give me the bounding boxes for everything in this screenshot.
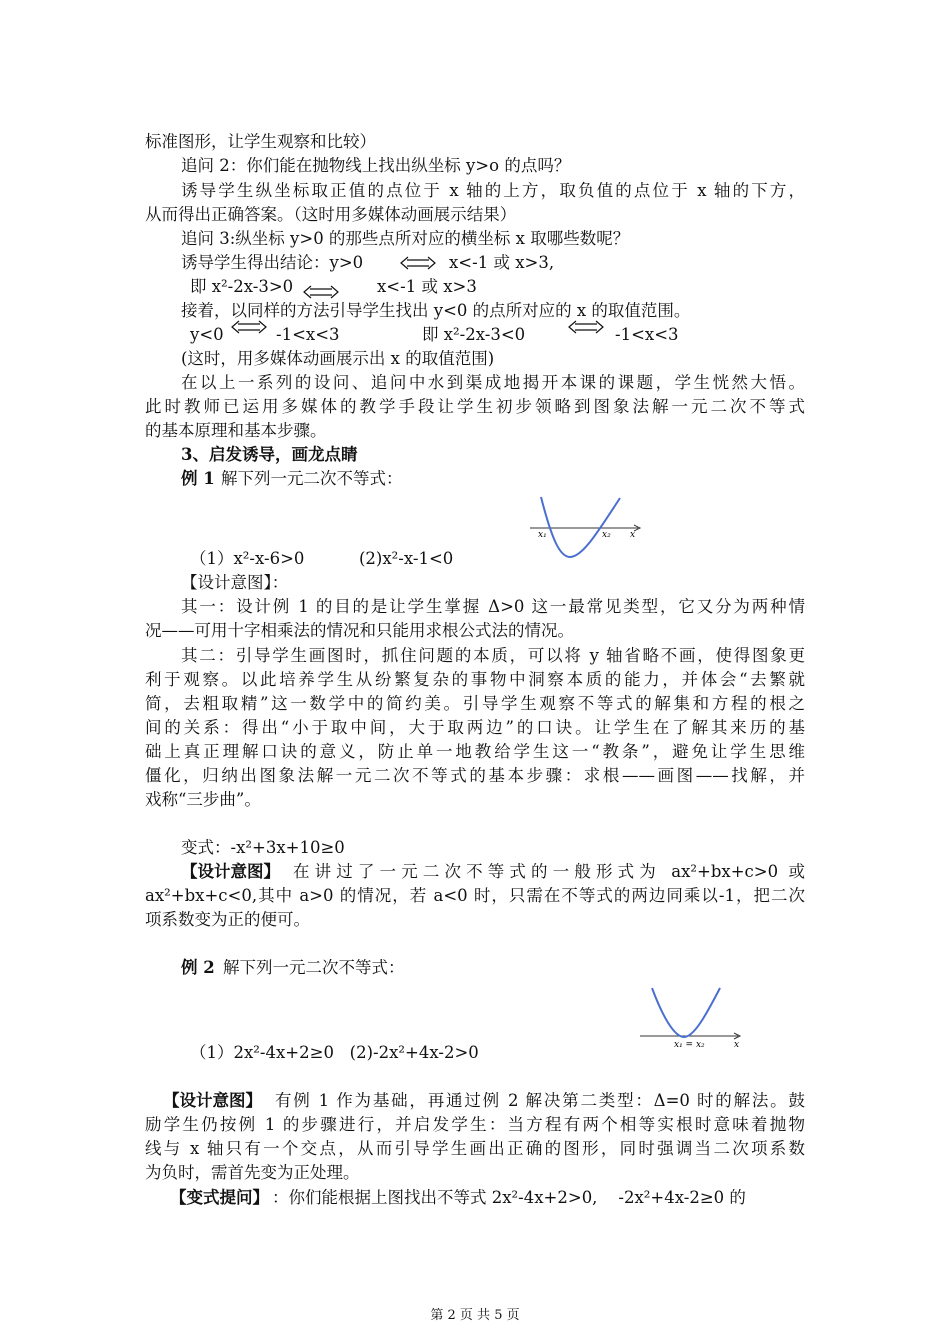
text-line: 此时教师已运用多媒体的教学手段让学生初步领略到图象法解一元二次不等式: [145, 397, 805, 416]
example-1-problems: [190, 547, 550, 571]
text-line: 其一：设计例 1 的目的是让学生掌握 Δ>0 这一最常见类型，它又分为两种情: [181, 597, 805, 616]
text-line: 的基本原理和基本步骤。: [145, 421, 327, 440]
example-label: 例 2: [181, 958, 215, 977]
text-segment: -1<x<3: [615, 325, 679, 344]
text-segment: 有例 1 作为基础，再通过例 2 解决第二类型：Δ=0 时的解法。鼓: [275, 1091, 805, 1110]
axis-label: x: [734, 1040, 740, 1050]
text-line: 为负时，需首先变为正处理。: [145, 1163, 360, 1182]
text-line: 诱导学生纵坐标取正值的点位于 x 轴的上方，取负值的点位于 x 轴的下方，: [181, 181, 805, 200]
text-line: 戏称“三步曲”。: [145, 790, 261, 809]
variant-problem: 变式：-x²+3x+10≥0: [181, 838, 345, 857]
root-label: x₂: [602, 530, 611, 540]
text-line: 追问 3:纵坐标 y>0 的那些点所对应的横坐标 x 取哪些数呢？: [181, 229, 630, 248]
text-segment: 解下列一元二次不等式：: [221, 469, 403, 488]
text-segment: 即 x²-2x-3>0: [190, 277, 294, 296]
conclusion-line: [190, 275, 805, 299]
text-line: (这时，用多媒体动画展示出 x 的取值范围): [181, 349, 495, 368]
problem-text: （1）x²-x-6>0: [190, 549, 305, 568]
text-line: 励学生仍按例 1 的步骤进行，并启发学生：当方程有两个相等实根时意味着抛物: [145, 1115, 805, 1134]
text-line: 其二：引导学生画图时，抓住问题的本质，可以将 y 轴省略不画，使得图象更: [181, 646, 805, 665]
variant-question-label: 【变式提问】: [170, 1188, 269, 1207]
example-1-heading: [181, 467, 805, 491]
section-heading: 3、启发诱导，画龙点睛: [181, 445, 358, 464]
design-intent-line: [163, 1089, 805, 1113]
text-segment: 诱导学生得出结论：y>0: [181, 253, 364, 272]
text-line: ax²+bx+c<0,其中 a>0 的情况，若 a<0 时，只需在不等式的两边同乘以-1，把二次: [145, 886, 805, 905]
double-arrow-icon: [230, 320, 268, 334]
design-intent-label: 【设计意图】：: [181, 573, 289, 592]
text-line: 况——可用十字相乘法的情况和只能用求根公式法的情况。: [145, 621, 574, 640]
text-segment: 即 x²-2x-3<0: [422, 325, 526, 344]
text-line: 标准图形，让学生观察和比较）: [145, 132, 376, 151]
text-line: 僵化，归纳出图象法解一元二次不等式的基本步骤：求根——画图——找解，并: [145, 766, 805, 785]
text-segment: y<0: [190, 325, 224, 344]
design-intent-line: [181, 860, 805, 884]
root-label: x₁ = x₂: [674, 1040, 705, 1050]
problem-text: (2)x²-x-1<0: [359, 549, 454, 568]
text-line: 简，去粗取精”这一数学中的简约美。引导学生观察不等式的解集和方程的根之: [145, 694, 805, 713]
text-line: 从而得出正确答案。（这时用多媒体动画展示结果）: [145, 205, 517, 224]
conclusion-line: [181, 251, 805, 275]
page-footer: 第 2 页 共 5 页: [430, 1308, 520, 1323]
text-segment: 在讲过了一元二次不等式的一般形式为 ax²+bx+c>0 或: [293, 862, 805, 881]
text-line: 接着，以同样的方法引导学生找出 y<0 的点所对应的 x 的取值范围。: [181, 301, 691, 320]
text-line: 追问 2：你们能在抛物线上找出纵坐标 y>o 的点吗？: [181, 156, 571, 175]
text-line: 线与 x 轴只有一个交点，从而引导学生画出正确的图形，同时强调当二次项系数: [145, 1139, 805, 1158]
double-arrow-icon: [567, 320, 605, 334]
axis-label: x: [630, 530, 636, 540]
text-segment: x<-1 或 x>3,: [449, 253, 555, 272]
text-segment: ：你们能根据上图找出不等式 2x²-4x+2>0, -2x²+4x-2≥0 的: [272, 1188, 746, 1207]
design-intent-label: 【设计意图】: [181, 862, 280, 881]
text-segment: -1<x<3: [276, 325, 340, 344]
text-segment: x<-1 或 x>3: [377, 277, 477, 296]
text-line: 在以上一系列的设问、追问中水到渠成地揭开本课的课题，学生恍然大悟。: [181, 373, 805, 392]
text-line: 础上真正理解口诀的意义，防止单一地教给学生这一“教条”，避免让学生思维: [145, 742, 805, 761]
variant-question-line: [170, 1186, 805, 1210]
text-segment: 解下列一元二次不等式：: [223, 958, 405, 977]
conclusion-line: [190, 323, 805, 347]
parabola-one-root-graph: [640, 985, 750, 1051]
root-label: x₁: [538, 530, 547, 540]
example-label: 例 1: [181, 469, 215, 488]
text-line: 间的关系：得出“小于取中间，大于取两边”的口诀。让学生在了解其来历的基: [145, 718, 805, 737]
text-line: 利于观察。以此培养学生从纷繁复杂的事物中洞察本质的能力，并体会“去繁就: [145, 670, 805, 689]
example-2-heading: [181, 956, 805, 980]
design-intent-label: 【设计意图】: [163, 1091, 262, 1110]
double-arrow-icon: [399, 256, 437, 270]
double-arrow-icon: [302, 285, 340, 299]
text-line: 项系数变为正的便可。: [145, 910, 310, 929]
example-2-problems: （1）2x²-4x+2≥0 (2)-2x²+4x-2>0: [190, 1043, 479, 1062]
